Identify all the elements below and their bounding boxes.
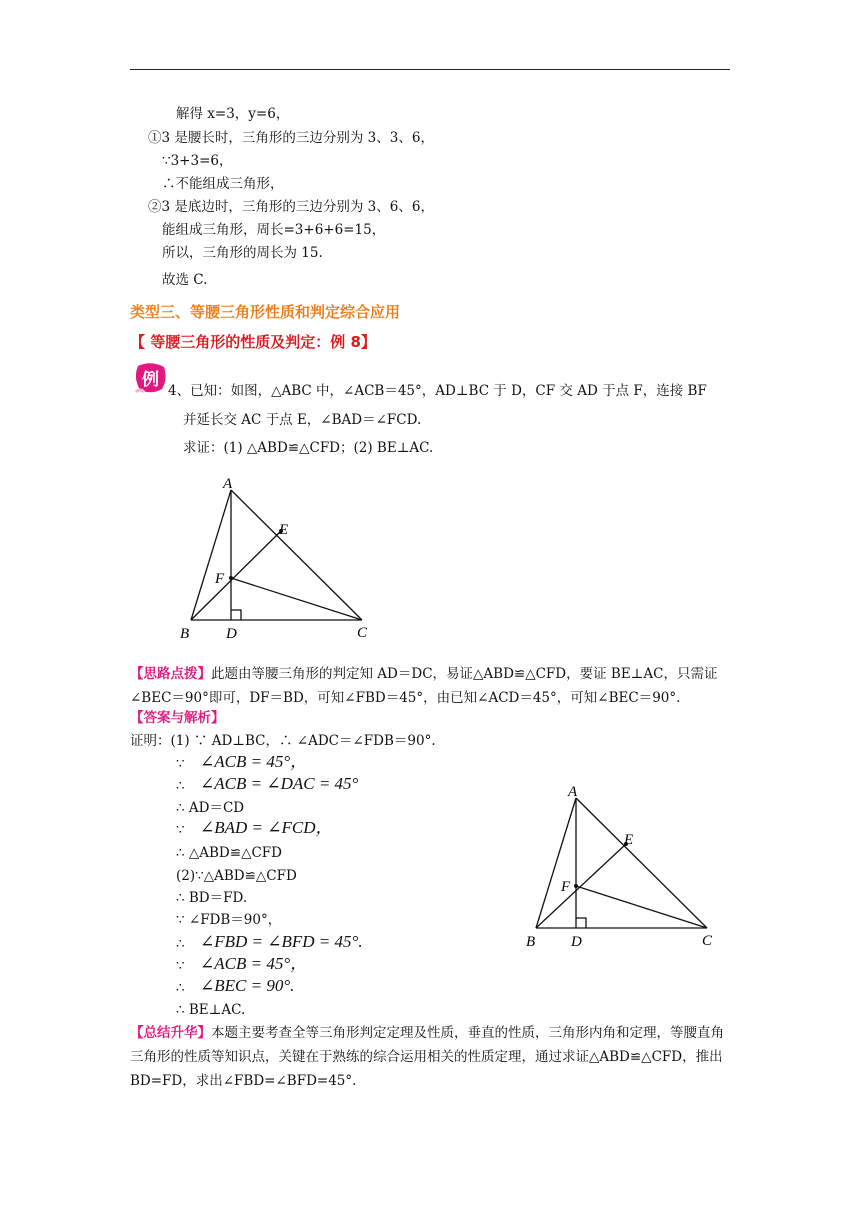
proof-symbol: ∵ — [176, 822, 185, 838]
summary-text: 本题主要考查全等三角形判定定理及性质，垂直的性质，三角形内角和定理，等腰直角三角形的性质等知识点，关键在于熟练的综合运用相关的性质定理，通过求证△ABD≌△CFD，推出 BD=FD，求出∠FBD=∠BFD=45°. — [130, 1025, 724, 1089]
proof-line: ∴ △ABD≌△CFD — [176, 845, 282, 861]
solution-line: 所以，三角形的周长为 15. — [162, 245, 323, 261]
proof-line: 证明：(1) ∵ AD⊥BC，∴ ∠ADC＝∠FDB＝90°. — [130, 733, 436, 749]
proof-symbol: ∴ — [176, 778, 185, 794]
summary-paragraph — [130, 1021, 730, 1093]
proof-line: (2)∵△ABD≌△CFD — [176, 868, 297, 884]
solution-line: 能组成三角形，周长=3+6+6=15， — [162, 222, 386, 238]
problem-line: 并延长交 AC 于点 E，∠BAD＝∠FCD. — [183, 412, 422, 428]
proof-line: ∴ BD＝FD. — [176, 890, 248, 906]
label-f: F — [215, 571, 225, 587]
hint-text: 此题由等腰三角形的判定知 AD＝DC，易证△ABD≌△CFD，要证 BE⊥AC，只需证∠BEC＝90°即可，DF＝BD，可知∠FBD＝45°，由已知∠ACD＝45°，可知∠BEC＝90°. — [130, 666, 718, 706]
label-b: B — [180, 626, 190, 642]
hint-paragraph — [130, 662, 730, 710]
section-title: 类型三、等腰三角形性质和判定综合应用 — [130, 303, 401, 321]
label-b-2: B — [526, 934, 536, 950]
label-f-2: F — [561, 879, 571, 895]
proof-symbol: ∴ — [176, 936, 185, 952]
solution-line: ∴不能组成三角形， — [162, 176, 284, 192]
proof-symbol: ∵ — [176, 756, 185, 772]
triangle-figure — [175, 470, 385, 650]
summary-tag: 【总结升华】 — [130, 1025, 211, 1041]
video-reference: 【 等腰三角形的性质及判定：例 8】 — [130, 333, 376, 351]
example-badge — [132, 362, 170, 400]
proof-symbol: ∵ — [176, 958, 185, 974]
label-c-2: C — [702, 933, 713, 949]
proof-formula: ∠BEC = 90°. — [200, 976, 295, 995]
triangle-figure-2 — [520, 778, 730, 958]
problem-line: 4、已知：如图，△ABC 中，∠ACB＝45°，AD⊥BC 于 D，CF 交 AD 于点 F，连接 BF — [168, 383, 707, 399]
proof-line: ∵ ∠FDB＝90°， — [176, 912, 282, 928]
label-e-2: E — [624, 832, 634, 848]
proof-formula: ∠ACB = 45°， — [200, 954, 308, 973]
proof-formula: ∠ACB = ∠DAC = 45° — [200, 774, 359, 793]
proof-line: ∴ BE⊥AC. — [176, 1002, 246, 1018]
label-d-2: D — [571, 934, 582, 950]
label-e: E — [279, 522, 289, 538]
label-a-2: A — [568, 784, 578, 800]
proof-formula: ∠FBD = ∠BFD = 45°. — [200, 932, 363, 951]
problem-line: 求证：(1) △ABD≌△CFD；(2) BE⊥AC. — [183, 440, 434, 456]
hint-tag: 【思路点拨】 — [130, 666, 211, 682]
solution-line: 故选 C. — [162, 272, 208, 288]
solution-line: ①3 是腰长时，三角形的三边分别为 3、3、6， — [148, 130, 434, 146]
label-a: A — [223, 476, 233, 492]
solution-line: ②3 是底边时，三角形的三边分别为 3、6、6， — [148, 199, 434, 215]
label-c: C — [357, 625, 368, 641]
solution-line: 解得 x=3，y=6， — [176, 106, 290, 122]
proof-line: ∴ AD＝CD — [176, 800, 245, 816]
proof-symbol: ∴ — [176, 980, 185, 996]
example-badge-label: 例 — [142, 370, 159, 390]
proof-formula: ∠ACB = 45°， — [200, 752, 308, 771]
solution-line: ∵3+3=6， — [162, 153, 233, 169]
answer-tag: 【答案与解析】 — [130, 710, 225, 726]
label-d: D — [226, 626, 237, 642]
header-rule — [130, 69, 730, 70]
proof-formula: ∠BAD = ∠FCD， — [200, 818, 333, 837]
